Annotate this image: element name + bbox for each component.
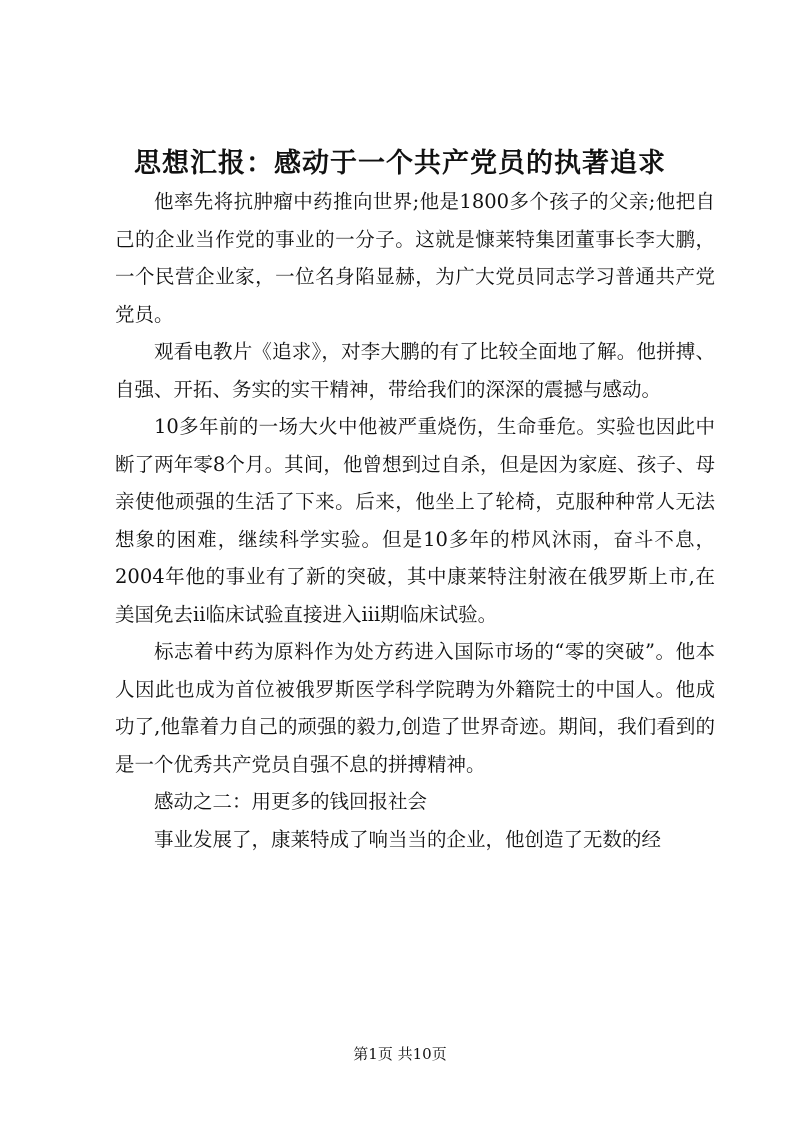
document-body — [115, 183, 715, 858]
paragraph: 事业发展了，康莱特成了响当当的企业，他创造了无数的经 — [154, 827, 662, 851]
paragraph: 10多年前的一场大火中他被严重烧伤，生命垂危。实验也因此中断了两年零8个月。其间，他曾想到过自杀，但是因为家庭、孩子、母亲使他顽强的生活了下来。后来，他坐上了轮椅，克服种种常人无法想象的困难，继续科学实验。但是10多年的栉风沐雨，奋斗不息，2004年他的事业有了新的突破，其中康莱特注射液在俄罗斯上市,在美国免去ii临床试验直接进入iii期临床试验。 — [115, 415, 715, 626]
paragraph: 标志着中药为原料作为处方药进入国际市场的“零的突破”。他本人因此也成为首位被俄罗斯医学科学院聘为外籍院士的中国人。他成功了,他靠着力自己的顽强的毅力,创造了世界奇迹。期间，我们看到的是一个优秀共产党员自强不息的拼搏精神。 — [115, 640, 715, 776]
document-title: 思想汇报：感动于一个共产党员的执著追求 — [134, 148, 666, 179]
paragraph: 观看电教片《追求》，对李大鹏的有了比较全面地了解。他拼搏、自强、开拓、务实的实干精神，带给我们的深深的震撼与感动。 — [115, 340, 715, 401]
page-footer: 第1页 共10页 — [353, 1045, 447, 1063]
section-heading: 感动之二：用更多的钱回报社会 — [154, 790, 428, 813]
paragraph: 他率先将抗肿瘤中药推向世界;他是1800多个孩子的父亲;他把自己的企业当作党的事业的一分子。这就是慷莱特集团董事长李大鹏，一个民营企业家，一位名身陷显赫，为广大党员同志学习普通共产党党员。 — [115, 190, 715, 326]
